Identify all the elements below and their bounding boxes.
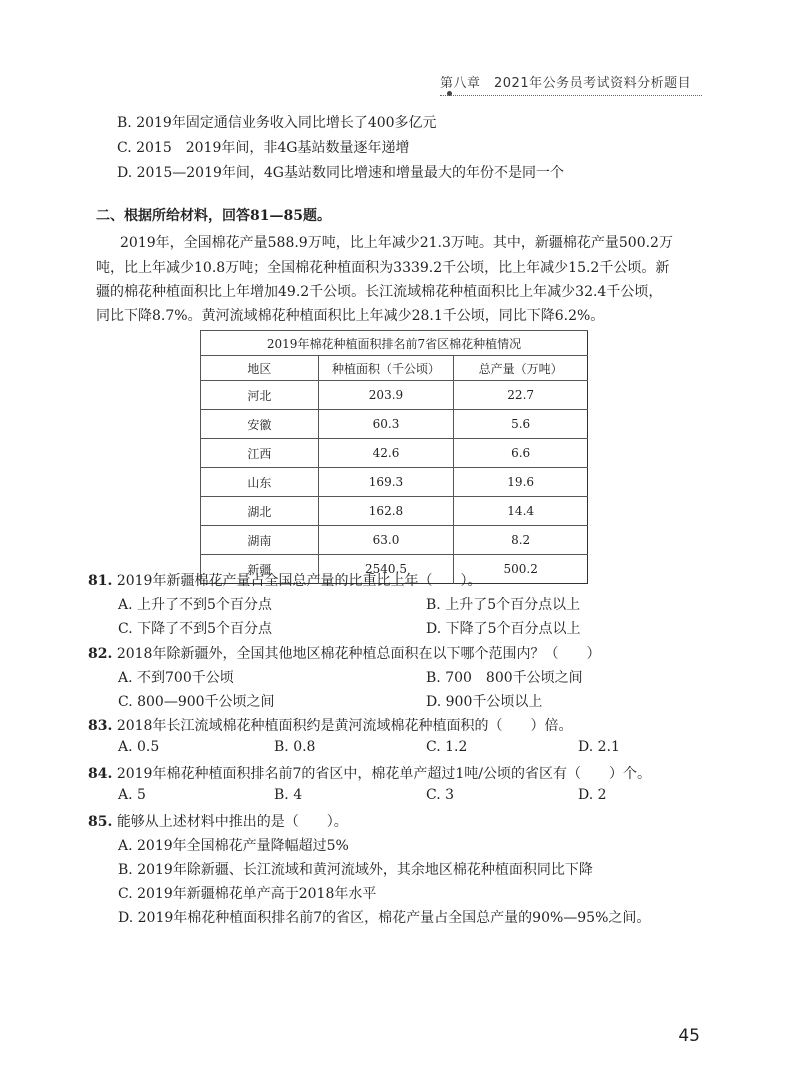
q84-option-c[interactable]: C. 3 — [426, 787, 455, 803]
cell-region: 新疆 — [201, 555, 319, 584]
q82-option-b[interactable]: B. 700 800千公顷之间 — [426, 670, 583, 686]
material-line: 疆的棉花种植面积比上年增加49.2千公顷。长江流域棉花种植面积比上年减少32.4千公顷， — [96, 284, 663, 300]
q82-option-a[interactable]: A. 不到700千公顷 — [118, 670, 234, 686]
cell-output: 8.2 — [454, 526, 588, 555]
question-84 — [88, 763, 651, 783]
q81-option-d[interactable]: D. 下降了5个百分点以上 — [426, 621, 581, 637]
cotton-table — [200, 330, 588, 584]
q83-option-b[interactable]: B. 0.8 — [274, 739, 316, 755]
cell-output: 22.7 — [454, 381, 588, 410]
cell-region: 湖南 — [201, 526, 319, 555]
question-number: 81. — [88, 573, 113, 589]
q82-option-d[interactable]: D. 900千公顷以上 — [426, 694, 543, 710]
question-85 — [88, 811, 348, 831]
table-caption: 2019年棉花种植面积排名前7省区棉花种植情况 — [201, 331, 588, 356]
table-row — [201, 410, 588, 439]
q81-option-c[interactable]: C. 下降了不到5个百分点 — [118, 621, 273, 637]
cell-area: 60.3 — [318, 410, 454, 439]
prev-option-b: B. 2019年固定通信业务收入同比增长了400多亿元 — [117, 115, 437, 131]
column-header-area: 种植面积（千公顷） — [318, 356, 454, 381]
question-stem: 2019年新疆棉花产量占全国总产量的比重比上年（ ）。 — [116, 573, 482, 589]
cell-output: 14.4 — [454, 497, 588, 526]
question-stem: 2019年棉花种植面积排名前7的省区中，棉花单产超过1吨/公顷的省区有（ ）个。 — [116, 766, 651, 782]
q85-option-b[interactable]: B. 2019年除新疆、长江流域和黄河流域外，其余地区棉花种植面积同比下降 — [118, 862, 593, 878]
q83-option-c[interactable]: C. 1.2 — [426, 739, 468, 755]
section-title: 二、根据所给材料，回答81—85题。 — [96, 208, 331, 224]
cell-area: 162.8 — [318, 497, 454, 526]
q83-option-a[interactable]: A. 0.5 — [118, 739, 160, 755]
material-line: 吨，比上年减少10.8万吨；全国棉花种植面积为3339.2千公顷，比上年减少15.2千公顷。新 — [96, 260, 670, 276]
question-83 — [88, 715, 572, 735]
q84-option-a[interactable]: A. 5 — [118, 787, 146, 803]
q82-option-c[interactable]: C. 800—900千公顷之间 — [118, 694, 275, 710]
cell-area: 42.6 — [318, 439, 454, 468]
question-stem: 2018年除新疆外，全国其他地区棉花种植总面积在以下哪个范围内？（ ） — [116, 646, 601, 662]
question-stem: 能够从上述材料中推出的是（ ）。 — [116, 814, 348, 830]
cell-output: 19.6 — [454, 468, 588, 497]
q81-option-a[interactable]: A. 上升了不到5个百分点 — [118, 597, 272, 613]
q85-option-a[interactable]: A. 2019年全国棉花产量降幅超过5% — [118, 838, 349, 854]
q85-option-c[interactable]: C. 2019年新疆棉花单产高于2018年水平 — [118, 886, 377, 902]
cell-region: 安徽 — [201, 410, 319, 439]
table-row — [201, 381, 588, 410]
prev-option-c: C. 2015 2019年间，非4G基站数量逐年递增 — [117, 140, 410, 156]
question-number: 84. — [88, 766, 113, 782]
cell-region: 山东 — [201, 468, 319, 497]
cell-region: 河北 — [201, 381, 319, 410]
question-stem: 2018年长江流域棉花种植面积约是黄河流域棉花种植面积的（ ）倍。 — [116, 718, 573, 734]
cell-area: 2540.5 — [318, 555, 454, 584]
question-number: 82. — [88, 646, 113, 662]
q84-option-b[interactable]: B. 4 — [274, 787, 303, 803]
cell-area: 169.3 — [318, 468, 454, 497]
cell-output: 6.6 — [454, 439, 588, 468]
q81-option-b[interactable]: B. 上升了5个百分点以上 — [426, 597, 581, 613]
question-number: 83. — [88, 718, 113, 734]
question-81 — [88, 570, 481, 590]
q83-option-d[interactable]: D. 2.1 — [578, 739, 620, 755]
table-row — [201, 526, 588, 555]
cell-output: 5.6 — [454, 410, 588, 439]
prev-option-d: D. 2015—2019年间，4G基站数同比增速和增量最大的年份不是同一个 — [117, 165, 564, 181]
question-82 — [88, 643, 600, 663]
cell-area: 63.0 — [318, 526, 454, 555]
header-rule — [440, 95, 702, 96]
page-number: 45 — [678, 1026, 700, 1046]
cell-region: 江西 — [201, 439, 319, 468]
column-header-output: 总产量（万吨） — [454, 356, 588, 381]
table-row — [201, 497, 588, 526]
running-header: 第八章 2021年公务员考试资料分析题目 — [440, 76, 692, 91]
cell-area: 203.9 — [318, 381, 454, 410]
cell-region: 湖北 — [201, 497, 319, 526]
material-line: 同比下降8.7%。黄河流域棉花种植面积比上年减少28.1千公顷，同比下降6.2%。 — [96, 308, 605, 324]
material-line: 2019年，全国棉花产量588.9万吨，比上年减少21.3万吨。其中，新疆棉花产量500.2万 — [120, 235, 673, 251]
table-row — [201, 439, 588, 468]
q84-option-d[interactable]: D. 2 — [578, 787, 607, 803]
table-row — [201, 468, 588, 497]
header-dot-icon — [447, 91, 452, 96]
column-header-region: 地区 — [201, 356, 319, 381]
q85-option-d[interactable]: D. 2019年棉花种植面积排名前7的省区，棉花产量占全国总产量的90%—95%之间。 — [118, 910, 651, 926]
question-number: 85. — [88, 814, 113, 830]
cell-output: 500.2 — [454, 555, 588, 584]
